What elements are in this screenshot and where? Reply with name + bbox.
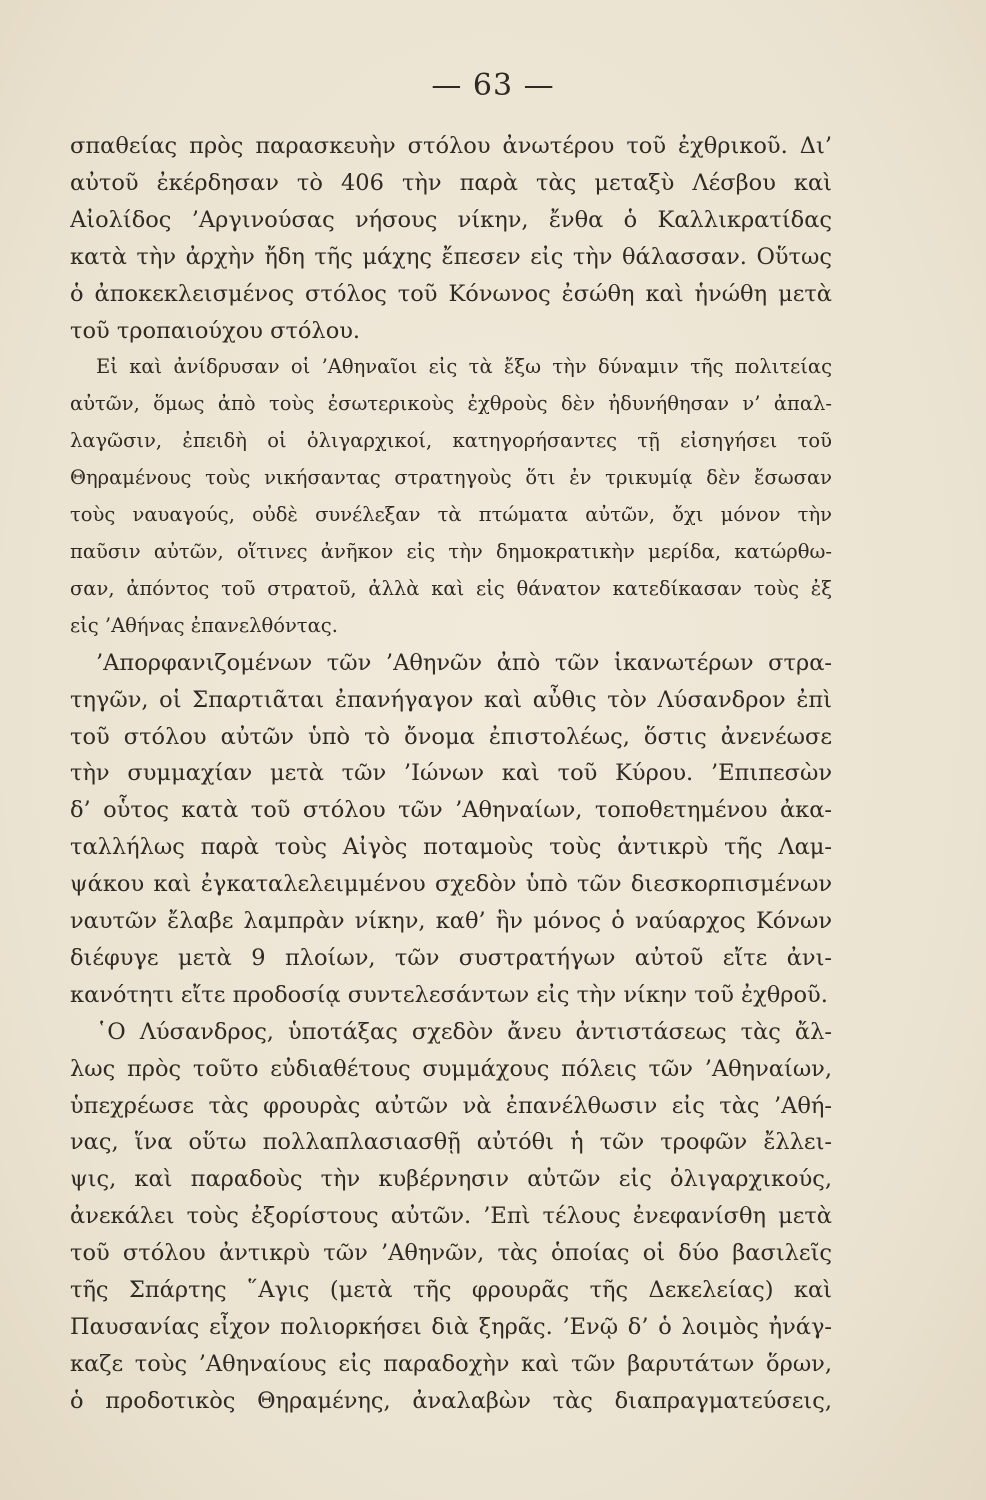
text-line: εἰς ’Αθήνας ἐπανελθόντας. — [70, 613, 338, 637]
text-line: ’Απορφανιζομένων τῶν ’Αθηνῶν ἀπὸ τῶν ἱκανωτέρων στρα- — [96, 649, 832, 676]
text-line: αὐτῶν, ὅμως ἀπὸ τοὺς ἐσωτερικοὺς ἐχθροὺς δὲν ἠδυνήθησαν ν’ ἀπαλ- — [70, 392, 832, 416]
text-line: καζε τοὺς ’Αθηναίους εἰς παραδοχὴν καὶ τῶν βαρυτάτων ὅρων, — [70, 1350, 832, 1377]
text-line: κανότητι εἴτε προδοσίᾳ συντελεσάντων εἰς τὴν νίκην τοῦ ἐχθροῦ. — [70, 981, 828, 1008]
text-line: ἀνεκάλει τοὺς ἐξορίστους αὐτῶν. ’Επὶ τέλους ἐνεφανίσθη μετὰ — [70, 1203, 832, 1230]
text-line: ὁ προδοτικὸς Θηραμένης, ἀναλαβὼν τὰς διαπραγματεύσεις, — [70, 1387, 832, 1414]
text-line: Αἰολίδος ’Αργινούσας νήσους νίκην, ἔνθα ὁ Καλλικρατίδας — [70, 206, 832, 233]
text-line: δ’ οὗτος κατὰ τοῦ στόλου τῶν ’Αθηναίων, τοποθετημένου ἀκα- — [70, 797, 832, 824]
text-line: σαν, ἀπόντος τοῦ στρατοῦ, ἀλλὰ καὶ εἰς θάνατον κατεδίκασαν τοὺς ἐξ — [70, 576, 832, 600]
text-line: Παυσανίας εἶχον πολιορκήσει διὰ ξηρᾶς. ’Ενῷ δ’ ὁ λοιμὸς ἠνάγ- — [70, 1314, 832, 1340]
text-line: διέφυγε μετὰ 9 πλοίων, τῶν συστρατήγων αὐτοῦ εἴτε ἀνι- — [70, 944, 832, 971]
text-line: ναυτῶν ἔλαβε λαμπρὰν νίκην, καθ’ ἣν μόνος ὁ ναύαρχος Κόνων — [70, 908, 832, 935]
text-line: Εἰ καὶ ἀνίδρυσαν οἱ ’Αθηναῖοι εἰς τὰ ἔξω τὴν δύναμιν τῆς πολιτείας — [96, 355, 832, 379]
text-line: λαγῶσιν, ἐπειδὴ οἱ ὀλιγαρχικοί, κατηγορήσαντες τῇ εἰσηγήσει τοῦ — [70, 429, 832, 453]
text-line: ὑπεχρέωσε τὰς φρουρὰς αὐτῶν νὰ ἐπανέλθωσιν εἰς τὰς ’Αθή- — [70, 1092, 832, 1119]
text-line: κατὰ τὴν ἀρχὴν ἤδη τῆς μάχης ἔπεσεν εἰς τὴν θάλασσαν. Οὕτως — [70, 243, 832, 270]
text-line: ῾Ο Λύσανδρος, ὑποτάξας σχεδὸν ἄνευ ἀντιστάσεως τὰς ἄλ- — [96, 1018, 832, 1045]
text-line: τοῦ στόλου ἀντικρὺ τῶν ’Αθηνῶν, τὰς ὁποίας οἱ δύο βασιλεῖς — [70, 1240, 832, 1267]
text-line: ψάκου καὶ ἐγκαταλελειμμένου σχεδὸν ὑπὸ τῶν διεσκορπισμένων — [70, 871, 832, 898]
text-line: νας, ἵνα οὕτω πολλαπλασιασθῇ αὐτόθι ἡ τῶν τροφῶν ἔλλει- — [70, 1129, 832, 1156]
text-line: ὁ ἀποκεκλεισμένος στόλος τοῦ Κόνωνος ἐσώθη καὶ ἡνώθη μετὰ — [70, 280, 832, 307]
text-line: τοῦ στόλου αὐτῶν ὑπὸ τὸ ὄνομα ἐπιστολέως, ὅστις ἀνενέωσε — [70, 723, 832, 750]
text-line: τοὺς ναυαγούς, οὐδὲ συνέλεξαν τὰ πτώματα αὐτῶν, ὄχι μόνον τὴν — [70, 503, 832, 527]
text-line: λως πρὸς τοῦτο εὐδιαθέτους συμμάχους πόλεις τῶν ’Αθηναίων, — [70, 1055, 832, 1082]
text-line: τοῦ τροπαιούχου στόλου. — [70, 317, 361, 344]
text-line: ψις, καὶ παραδοὺς τὴν κυβέρνησιν αὐτῶν εἰς ὀλιγαρχικούς, — [70, 1166, 832, 1193]
page-number: — 63 — — [431, 68, 555, 103]
text-line: σπαθείας πρὸς παρασκευὴν στόλου ἀνωτέρου τοῦ ἐχθρικοῦ. Δι’ — [70, 133, 832, 159]
text-line: τὴν συμμαχίαν μετὰ τῶν ’Ιώνων καὶ τοῦ Κύρου. ’Επιπεσὼν — [70, 760, 832, 787]
text-line: Θηραμένους τοὺς νικήσαντας στρατηγοὺς ὅτι ἐν τρικυμίᾳ δὲν ἔσωσαν — [70, 466, 832, 490]
body-text — [70, 128, 832, 1420]
text-line: αὐτοῦ ἐκέρδησαν τὸ 406 τὴν παρὰ τὰς μεταξὺ Λέσβου καὶ — [70, 169, 832, 196]
text-line: ταλλήλως παρὰ τοὺς Αἰγὸς ποταμοὺς τοὺς ἀντικρὺ τῆς Λαμ- — [70, 834, 832, 861]
text-line: παῦσιν αὐτῶν, οἵτινες ἀνῆκον εἰς τὴν δημοκρατικὴν μερίδα, κατώρθω- — [70, 539, 832, 563]
text-line: τῆς Σπάρτης ῞Αγις (μετὰ τῆς φρουρᾶς τῆς Δεκελείας) καὶ — [70, 1277, 832, 1304]
text-line: τηγῶν, οἱ Σπαρτιᾶται ἐπανήγαγον καὶ αὖθις τὸν Λύσανδρον ἐπὶ — [70, 686, 832, 713]
